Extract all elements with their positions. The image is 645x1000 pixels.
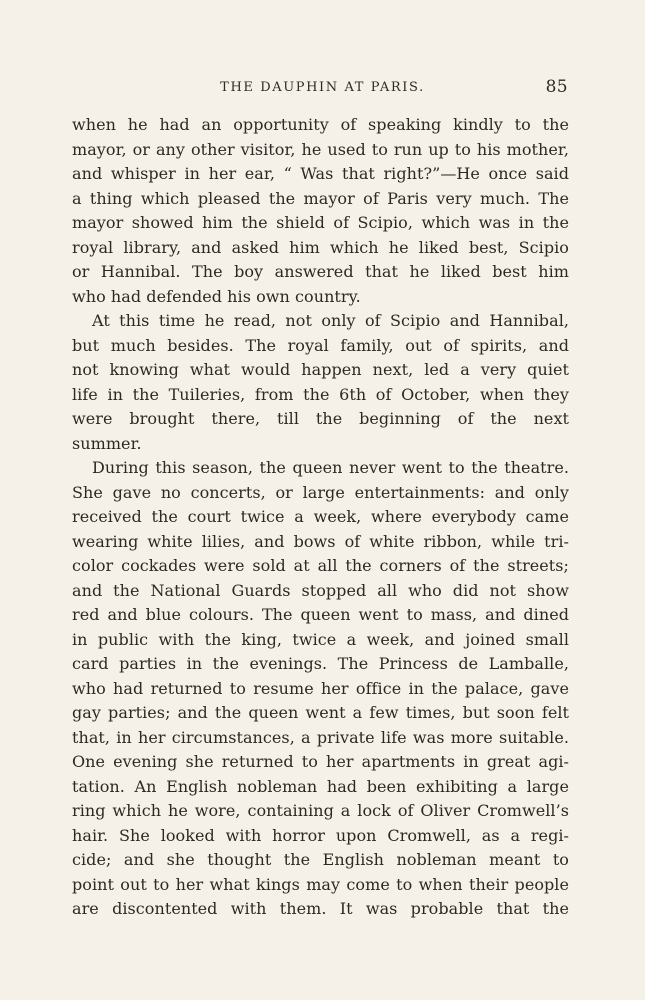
text-line: royal library, and asked him which he liked best, Scipio — [72, 237, 569, 257]
body-text — [72, 113, 569, 922]
page-number: 85 — [545, 77, 568, 97]
text-line: life in the Tuileries, from the 6th of October, when they — [72, 384, 569, 404]
text-line: gay parties; and the queen went a few times, but soon felt — [72, 703, 569, 722]
text-line: One evening she returned to her apartments in great agi- — [72, 752, 569, 771]
text-line: wearing white lilies, and bows of white ribbon, while tri- — [72, 531, 569, 551]
text-line: not knowing what would happen next, led a very quiet — [72, 360, 569, 379]
text-line: summer. — [72, 433, 142, 453]
text-line: cide; and she thought the English nobleman meant to — [72, 850, 569, 869]
text-line: when he had an opportunity of speaking kindly to the — [72, 115, 569, 134]
text-line: red and blue colours. The queen went to mass, and dined — [72, 605, 569, 624]
text-line: in public with the king, twice a week, and joined small — [72, 629, 569, 649]
text-line: mayor, or any other visitor, he used to run up to his mother, — [72, 139, 569, 159]
text-line: a thing which pleased the mayor of Paris very much. The — [72, 188, 569, 208]
text-line: are discontented with them. It was probable that the — [72, 899, 569, 918]
text-line: who had defended his own country. — [72, 286, 361, 306]
text-line: mayor showed him the shield of Scipio, which was in the — [72, 213, 569, 232]
text-line: At this time he read, not only of Scipio and Hannibal, — [92, 311, 569, 330]
text-line: During this season, the queen never went to the theatre. — [92, 458, 569, 477]
text-line: color cockades were sold at all the corners of the streets; — [72, 556, 569, 575]
text-line: tation. An English nobleman had been exhibiting a large — [72, 776, 569, 796]
text-line: that, in her circumstances, a private life was more suitable. — [72, 727, 569, 747]
text-line: and the National Guards stopped all who did not show — [72, 580, 569, 600]
text-line: and whisper in her ear, “ Was that right?”—He once said — [72, 164, 569, 183]
text-line: She gave no concerts, or large entertainments: and only — [72, 482, 569, 502]
text-line: received the court twice a week, where everybody came — [72, 507, 569, 526]
text-line: but much besides. The royal family, out of spirits, and — [72, 335, 569, 355]
running-header — [0, 77, 645, 102]
text-line: were brought there, till the beginning of the next — [72, 409, 569, 428]
running-title: THE DAUPHIN AT PARIS. — [220, 80, 425, 95]
text-line: card parties in the evenings. The Princess de Lamballe, — [72, 654, 569, 673]
text-line: who had returned to resume her office in the palace, gave — [72, 678, 569, 698]
text-line: or Hannibal. The boy answered that he liked best him — [72, 262, 569, 281]
text-line: hair. She looked with horror upon Cromwell, as a regi- — [72, 825, 569, 845]
text-line: ring which he wore, containing a lock of Oliver Cromwell’s — [72, 801, 569, 820]
text-line: point out to her what kings may come to when their people — [72, 874, 569, 894]
